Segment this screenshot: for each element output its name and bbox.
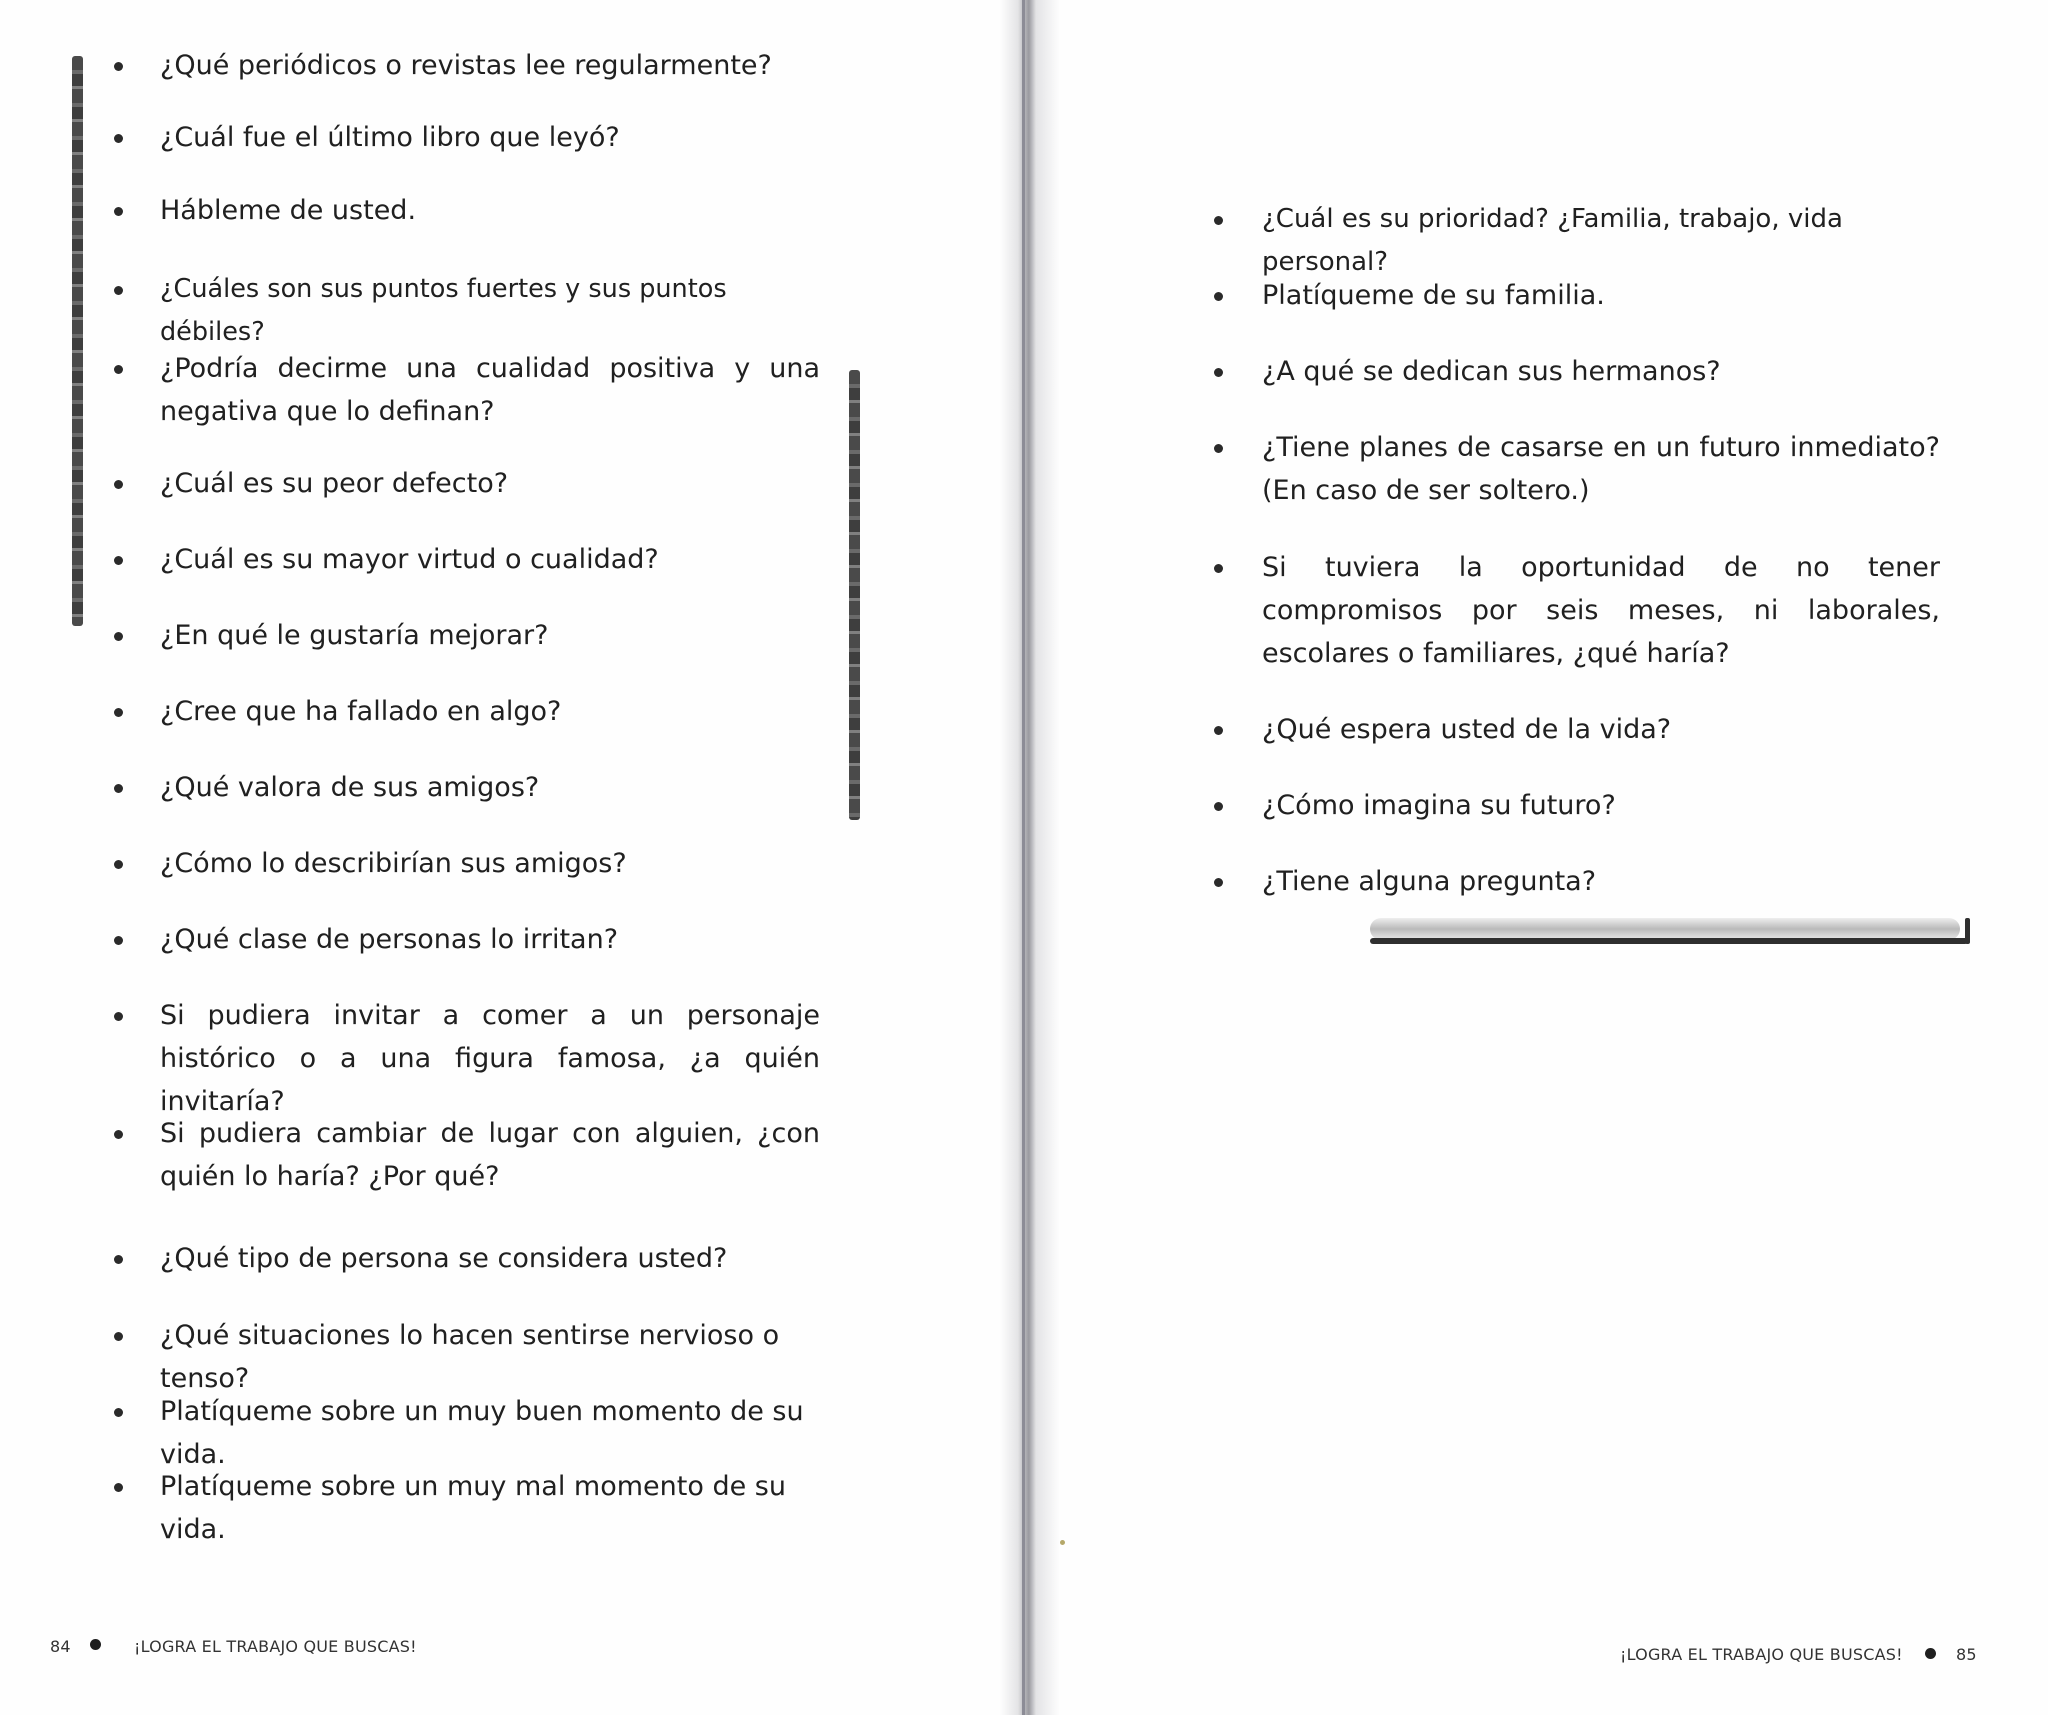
question-text: Si tuviera la oportunidad de no tener compromisos por seis meses, ni laborales, escolares o familiares, ¿qué haría? bbox=[1262, 552, 1940, 669]
question-text: ¿Cuáles son sus puntos fuertes y sus puntos débiles? bbox=[160, 274, 727, 347]
question-text: ¿Cuál es su peor defecto? bbox=[160, 468, 509, 499]
question-text: Platíqueme sobre un muy mal momento de su vida. bbox=[160, 1471, 786, 1545]
question-text: ¿Tiene planes de casarse en un futuro inmediato? (En caso de ser soltero.) bbox=[1262, 432, 1940, 506]
list-item bbox=[100, 1465, 820, 1551]
bullet-icon bbox=[114, 708, 123, 717]
highlighter-mark-underline bbox=[1370, 912, 1970, 952]
question-text: ¿Qué espera usted de la vida? bbox=[1262, 714, 1672, 745]
list-item bbox=[100, 462, 820, 505]
bullet-icon bbox=[114, 62, 123, 71]
bullet-icon bbox=[114, 1255, 123, 1264]
bullet-icon bbox=[114, 1012, 123, 1021]
bullet-icon bbox=[1214, 564, 1223, 573]
bullet-icon bbox=[114, 134, 123, 143]
bullet-icon bbox=[114, 207, 123, 216]
list-item bbox=[100, 842, 820, 885]
question-text: ¿Qué clase de personas lo irritan? bbox=[160, 924, 619, 955]
bullet-icon bbox=[114, 1130, 123, 1139]
list-item bbox=[100, 347, 820, 433]
list-item bbox=[100, 538, 820, 581]
bullet-icon bbox=[114, 286, 123, 295]
question-text: Si pudiera cambiar de lugar con alguien, ¿con quién lo haría? ¿Por qué? bbox=[160, 1118, 820, 1192]
list-item bbox=[100, 44, 820, 87]
bullet-icon bbox=[114, 365, 123, 374]
list-item bbox=[100, 690, 820, 733]
bullet-icon bbox=[1214, 444, 1223, 453]
question-text: Platíqueme sobre un muy buen momento de su vida. bbox=[160, 1396, 804, 1470]
question-text: ¿Qué tipo de persona se considera usted? bbox=[160, 1243, 728, 1274]
list-item bbox=[1200, 546, 1940, 675]
question-text: ¿Podría decirme una cualidad positiva y una negativa que lo definan? bbox=[160, 353, 820, 427]
bullet-icon bbox=[114, 1483, 123, 1492]
list-item bbox=[1200, 426, 1940, 512]
list-item bbox=[1200, 708, 1940, 751]
footer-dot-icon bbox=[90, 1639, 101, 1650]
bullet-icon bbox=[114, 1332, 123, 1341]
question-text: ¿Qué situaciones lo hacen sentirse nervioso o tenso? bbox=[160, 1320, 780, 1394]
underline-haze bbox=[1370, 918, 1960, 940]
bullet-icon bbox=[1214, 368, 1223, 377]
list-item bbox=[100, 1237, 820, 1280]
question-text: ¿En qué le gustaría mejorar? bbox=[160, 620, 549, 651]
list-item bbox=[100, 1390, 820, 1476]
question-text: Si pudiera invitar a comer a un personaje histórico o a una figura famosa, ¿a quién invitaría? bbox=[160, 1000, 820, 1117]
bullet-icon bbox=[1214, 726, 1223, 735]
underline-stroke bbox=[1370, 938, 1968, 944]
running-title-left: ¡LOGRA EL TRABAJO QUE BUSCAS! bbox=[134, 1637, 417, 1656]
question-text: ¿Cuál es su mayor virtud o cualidad? bbox=[160, 544, 659, 575]
paper-speck bbox=[1060, 1540, 1065, 1545]
underline-hook bbox=[1965, 918, 1970, 944]
list-item bbox=[1200, 784, 1940, 827]
question-text: ¿Qué valora de sus amigos? bbox=[160, 772, 540, 803]
bullet-icon bbox=[114, 936, 123, 945]
bullet-icon bbox=[1214, 292, 1223, 301]
highlighter-mark-left bbox=[72, 56, 83, 626]
question-text: ¿Qué periódicos o revistas lee regularmente? bbox=[160, 50, 772, 81]
question-text: ¿Cree que ha fallado en algo? bbox=[160, 696, 562, 727]
question-text: ¿Cuál fue el último libro que leyó? bbox=[160, 122, 620, 153]
bullet-icon bbox=[114, 556, 123, 565]
bullet-icon bbox=[1214, 802, 1223, 811]
question-text: ¿Cuál es su prioridad? ¿Familia, trabajo, vida personal? bbox=[1262, 204, 1843, 277]
bullet-icon bbox=[114, 860, 123, 869]
list-item bbox=[1200, 274, 1940, 317]
list-item bbox=[100, 116, 820, 159]
bullet-icon bbox=[1214, 878, 1223, 887]
gutter-line bbox=[1022, 0, 1025, 1715]
gutter-shadow bbox=[1000, 0, 1060, 1715]
bullet-icon bbox=[114, 1408, 123, 1417]
list-item bbox=[100, 766, 820, 809]
list-item bbox=[100, 268, 820, 354]
list-item bbox=[1200, 860, 1940, 903]
page-number-right: 85 bbox=[1956, 1645, 1977, 1664]
running-title-right: ¡LOGRA EL TRABAJO QUE BUSCAS! bbox=[1620, 1645, 1903, 1664]
highlighter-mark-middle bbox=[849, 370, 860, 820]
bullet-icon bbox=[114, 480, 123, 489]
list-item bbox=[1200, 198, 1940, 284]
list-item bbox=[100, 994, 820, 1123]
list-item bbox=[100, 1112, 820, 1198]
question-text: Platíqueme de su familia. bbox=[1262, 280, 1605, 311]
bullet-icon bbox=[114, 632, 123, 641]
question-text: ¿Cómo imagina su futuro? bbox=[1262, 790, 1616, 821]
list-item bbox=[100, 189, 820, 232]
list-item bbox=[100, 1314, 820, 1400]
list-item bbox=[1200, 350, 1940, 393]
question-text: ¿Cómo lo describirían sus amigos? bbox=[160, 848, 627, 879]
list-item bbox=[100, 918, 820, 961]
list-item bbox=[100, 614, 820, 657]
question-text: ¿A qué se dedican sus hermanos? bbox=[1262, 356, 1721, 387]
bullet-icon bbox=[114, 784, 123, 793]
question-text: ¿Tiene alguna pregunta? bbox=[1262, 866, 1597, 897]
question-text: Hábleme de usted. bbox=[160, 195, 417, 226]
bullet-icon bbox=[1214, 216, 1223, 225]
footer-dot-icon bbox=[1925, 1648, 1936, 1659]
page-number-left: 84 bbox=[50, 1637, 71, 1656]
